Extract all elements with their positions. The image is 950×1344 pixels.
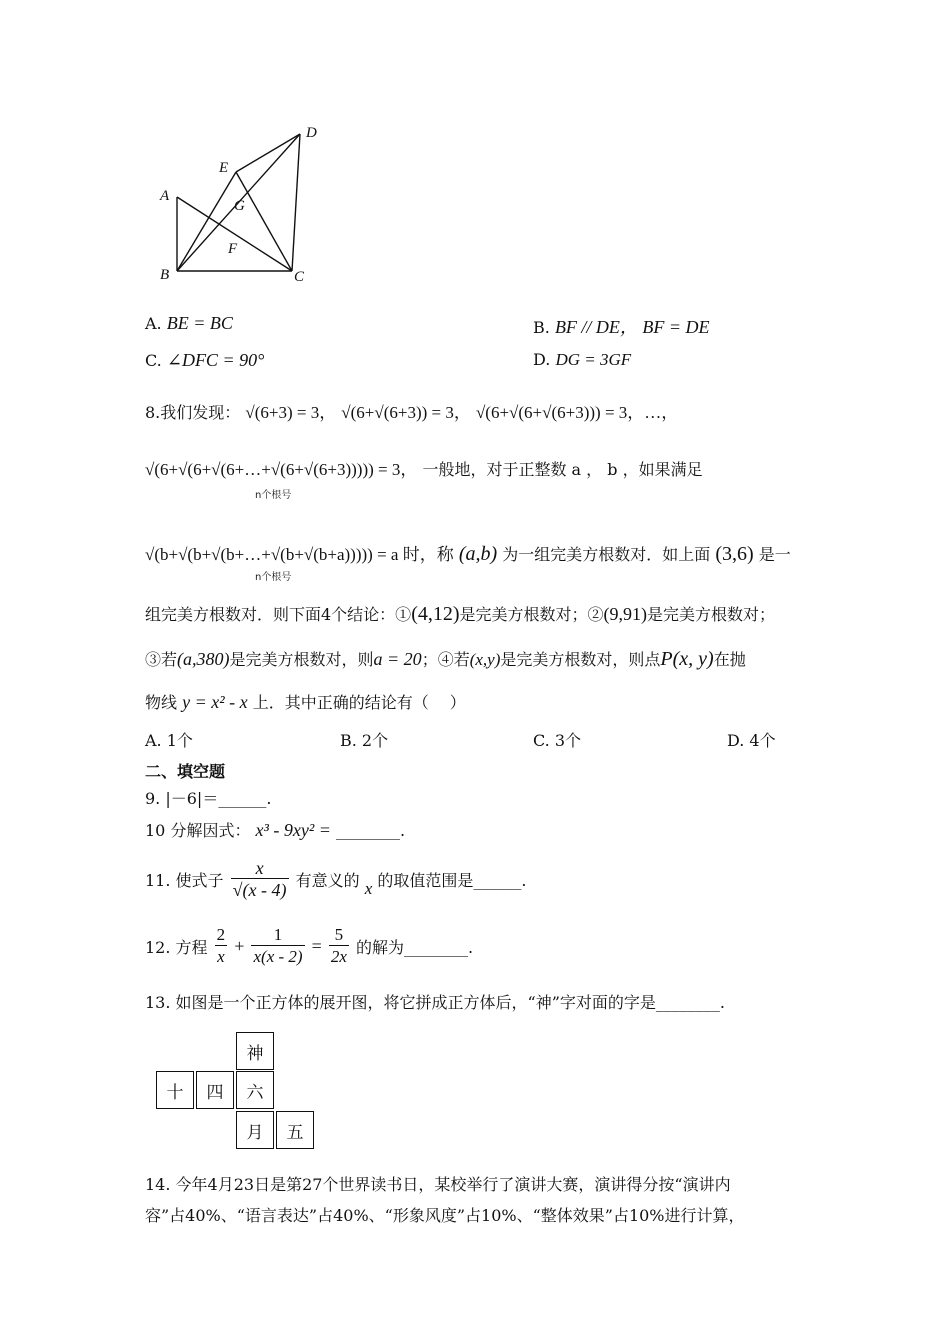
label-F: F: [228, 241, 238, 257]
q13: 13. 如图是一个正方体的展开图，将它拼成正方体后，“神”字对面的字是________.: [145, 993, 725, 1012]
q8-option-a: A. 1个: [145, 731, 193, 750]
q7-option-c: C. ∠DFC = 90°: [145, 350, 265, 370]
q8-option-c: C. 3个: [533, 731, 582, 750]
label-B: B: [160, 267, 170, 283]
q7-option-a: A. BE = BC: [145, 313, 233, 333]
q11: 11. 使式子 $\frac{x}{√(x - 4)}$ 有意义的 x 的取值范围是______.: [145, 858, 527, 900]
q8-option-d: D. 4个: [727, 731, 776, 750]
label-E: E: [219, 160, 229, 176]
label-D: D: [306, 125, 317, 141]
q8-expr4: √(6+√(6+√(6+…+√(6+√(6+3))))) = 3，: [145, 460, 418, 479]
cube-cell-shi: 十: [156, 1071, 194, 1109]
geometry-figure: [150, 120, 330, 290]
q8-expr2: √(6+√(6+3)) = 3，: [341, 403, 471, 422]
q7-option-b: B. BF // DE， BF = DE: [533, 317, 710, 337]
label-C: C: [294, 269, 305, 285]
q8-line5: ③若(a,380)是完美方根数对，则a = 20；④若(x,y)是完美方根数对，则点P(x, y)在抛: [145, 648, 746, 670]
cube-cell-yue: 月: [236, 1111, 274, 1149]
q14-line1: 14. 今年4月23日是第27个世界读书日，某校举行了演讲大赛，演讲得分按“演讲内: [145, 1175, 731, 1194]
cube-cell-si: 四: [196, 1071, 234, 1109]
cube-cell-wu: 五: [276, 1111, 314, 1149]
section-heading: 二、填空题: [145, 762, 226, 781]
q8-expr3: √(6+√(6+√(6+3))) = 3，…，: [475, 403, 679, 422]
label-A: A: [160, 188, 170, 204]
q8-n-note-1: n个根号: [255, 490, 292, 501]
q8-line6: 物线 y = x² - x 上．其中正确的结论有（ ）: [145, 692, 466, 712]
cube-cell-shen: 神: [236, 1032, 274, 1070]
q12: 12. 方程 $\frac{2}{x}$ + $\frac{1}{x(x - 2)}$ = $\frac{5}{2x}$ 的解为________.: [145, 925, 474, 966]
q8-line3: √(b+√(b+√(b+…+√(b+√(b+a))))) = a 时，称 (a,b) 为一组完美方根数对．如上面 (3,6) 是一: [145, 543, 791, 565]
q10: 10 分解因式： x³ - 9xy² = ________.: [145, 820, 406, 840]
q8-line2: √(6+√(6+√(6+…+√(6+√(6+3))))) = 3， 一般地，对于正整数 a ， b ，如果满足: [145, 460, 703, 479]
q8-line1: 8.我们发现： √(6+3) = 3， √(6+√(6+3)) = 3， √(6+√(6+√(6+3))) = 3，…，: [145, 403, 679, 422]
q8-n-note-2: n个根号: [255, 572, 292, 583]
q7-option-d: D. DG = 3GF: [533, 350, 632, 369]
cube-cell-liu: 六: [236, 1071, 274, 1109]
q9: 9. |－6|＝______.: [145, 789, 272, 808]
q8-expr1: √(6+3) = 3，: [245, 403, 337, 422]
q8-general-expr: √(b+√(b+√(b+…+√(b+√(b+a))))) = a 时，称: [145, 545, 454, 564]
q14-line2: 容”占40%、“语言表达”占40%、“形象风度”占10%、“整体效果”占10%进行计算，: [145, 1206, 745, 1225]
q8-line4: 组完美方根数对．则下面4个结论：①(4,12)是完美方根数对；②(9,91)是完美方根数对；: [145, 603, 776, 625]
label-G: G: [234, 198, 245, 214]
q8-option-b: B. 2个: [340, 731, 389, 750]
